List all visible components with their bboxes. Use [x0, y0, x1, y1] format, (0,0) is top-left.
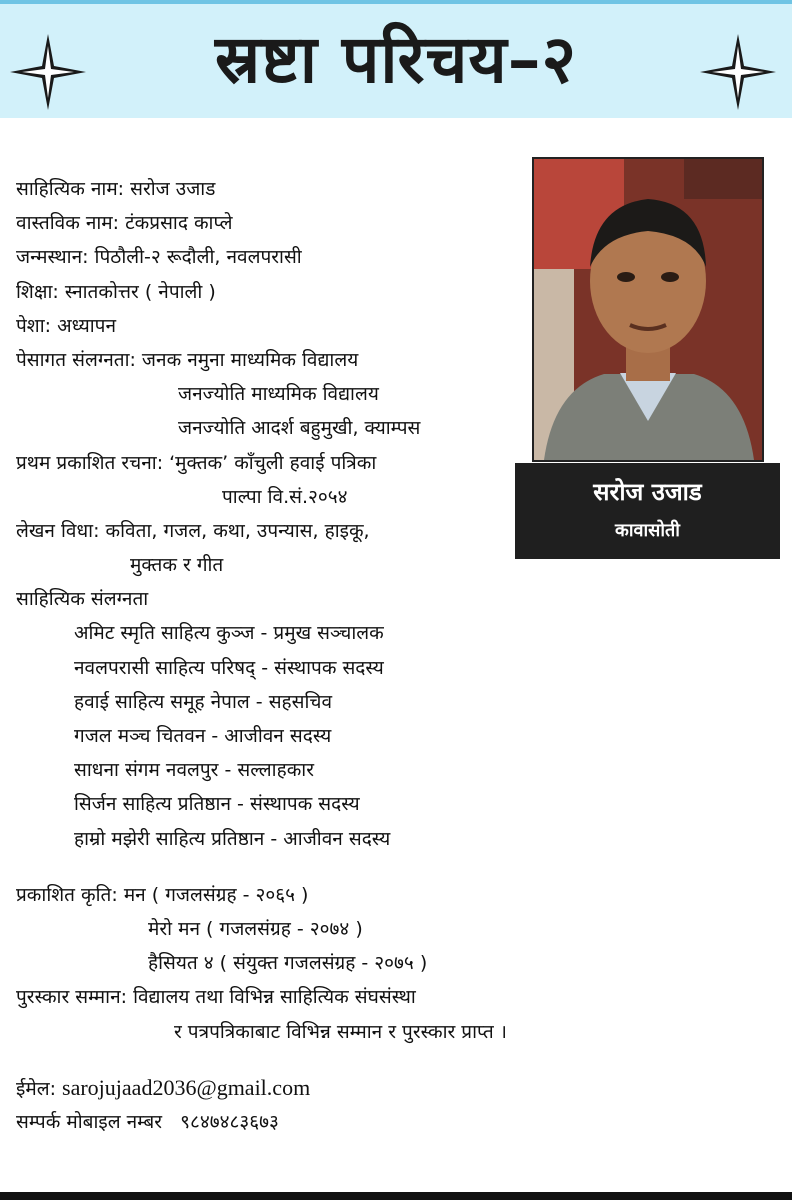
awards-line: र पत्रपत्रिकाबाट विभिन्न सम्मान र पुरस्कार प्राप्त । — [174, 1020, 507, 1043]
email-row — [16, 1071, 516, 1105]
writing-genres-line: मुक्तक र गीत — [130, 554, 224, 577]
mobile-row — [16, 1105, 516, 1139]
literary-name: साहित्यिक नाम: सरोज उजाड — [16, 178, 216, 200]
real-name: वास्तविक नाम: टंकप्रसाद काप्ले — [16, 212, 233, 235]
education: शिक्षा: स्नातकोत्तर ( नेपाली ) — [16, 280, 216, 303]
literary-affiliation-heading: साहित्यिक संलग्नता — [16, 588, 149, 611]
mobile-number: ९८४७४८३६७३ — [180, 1110, 279, 1133]
affiliation-item: हाम्रो मझेरी साहित्य प्रतिष्ठान - आजीवन सदस्य — [74, 827, 391, 850]
affiliation-item: अमिट स्मृति साहित्य कुञ्ज - प्रमुख सञ्चालक — [74, 622, 384, 645]
awards: पुरस्कार सम्मान: विद्यालय तथा विभिन्न साहित्यिक संघसंस्था — [16, 986, 416, 1009]
affiliation-item: साधना संगम नवलपुर - सल्लाहकार — [74, 759, 314, 782]
first-publication: प्रथम प्रकाशित रचना: ‘मुक्तक’ काँचुली हवाई पत्रिका — [16, 451, 377, 474]
professional-affiliation-line: जनज्योति आदर्श बहुमुखी, क्याम्पस — [178, 417, 421, 440]
published-works-line: मेरो मन ( गजलसंग्रह - २०७४ ) — [148, 917, 363, 940]
mobile-label: सम्पर्क मोबाइल नम्बर — [16, 1110, 162, 1133]
professional-affiliation-line: जनज्योति माध्यमिक विद्यालय — [178, 383, 379, 406]
affiliation-item: नवलपरासी साहित्य परिषद् - संस्थापक सदस्य — [74, 656, 384, 679]
author-photo — [532, 157, 764, 462]
published-works-line: हैसियत ४ ( संयुक्त गजलसंग्रह - २०७५ ) — [148, 952, 428, 975]
first-publication-line: पाल्पा वि.सं.२०५४ — [222, 485, 348, 508]
page-title: स्रष्टा परिचय–२ — [215, 20, 577, 98]
bottom-divider — [0, 1192, 792, 1200]
affiliation-item: हवाई साहित्य समूह नेपाल - सहसचिव — [74, 690, 333, 713]
writing-genres: लेखन विधा: कविता, गजल, कथा, उपन्यास, हाइकू, — [16, 519, 370, 542]
affiliation-item: सिर्जन साहित्य प्रतिष्ठान - संस्थापक सदस्य — [74, 793, 360, 816]
published-works: प्रकाशित कृति: मन ( गजलसंग्रह - २०६५ ) — [16, 883, 309, 906]
caption-name: सरोज उजाड — [593, 478, 702, 506]
profile-details — [16, 172, 516, 1139]
professional-affiliation: पेसागत संलग्नता: जनक नमुना माध्यमिक विद्यालय — [16, 348, 359, 371]
photo-caption — [515, 463, 780, 559]
profession: पेशा: अध्यापन — [16, 314, 117, 337]
four-point-star-icon — [698, 32, 778, 112]
birthplace: जन्मस्थान: पिठौली-२ रूदौली, नवलपरासी — [16, 246, 302, 269]
header-banner — [0, 0, 792, 118]
affiliation-item: गजल मञ्च चितवन - आजीवन सदस्य — [74, 725, 332, 747]
portrait-image — [534, 159, 762, 460]
email-address[interactable]: sarojujaad2036@gmail.com — [62, 1074, 311, 1100]
caption-place: कावासोती — [615, 520, 680, 541]
email-label: ईमेल: — [16, 1077, 56, 1100]
